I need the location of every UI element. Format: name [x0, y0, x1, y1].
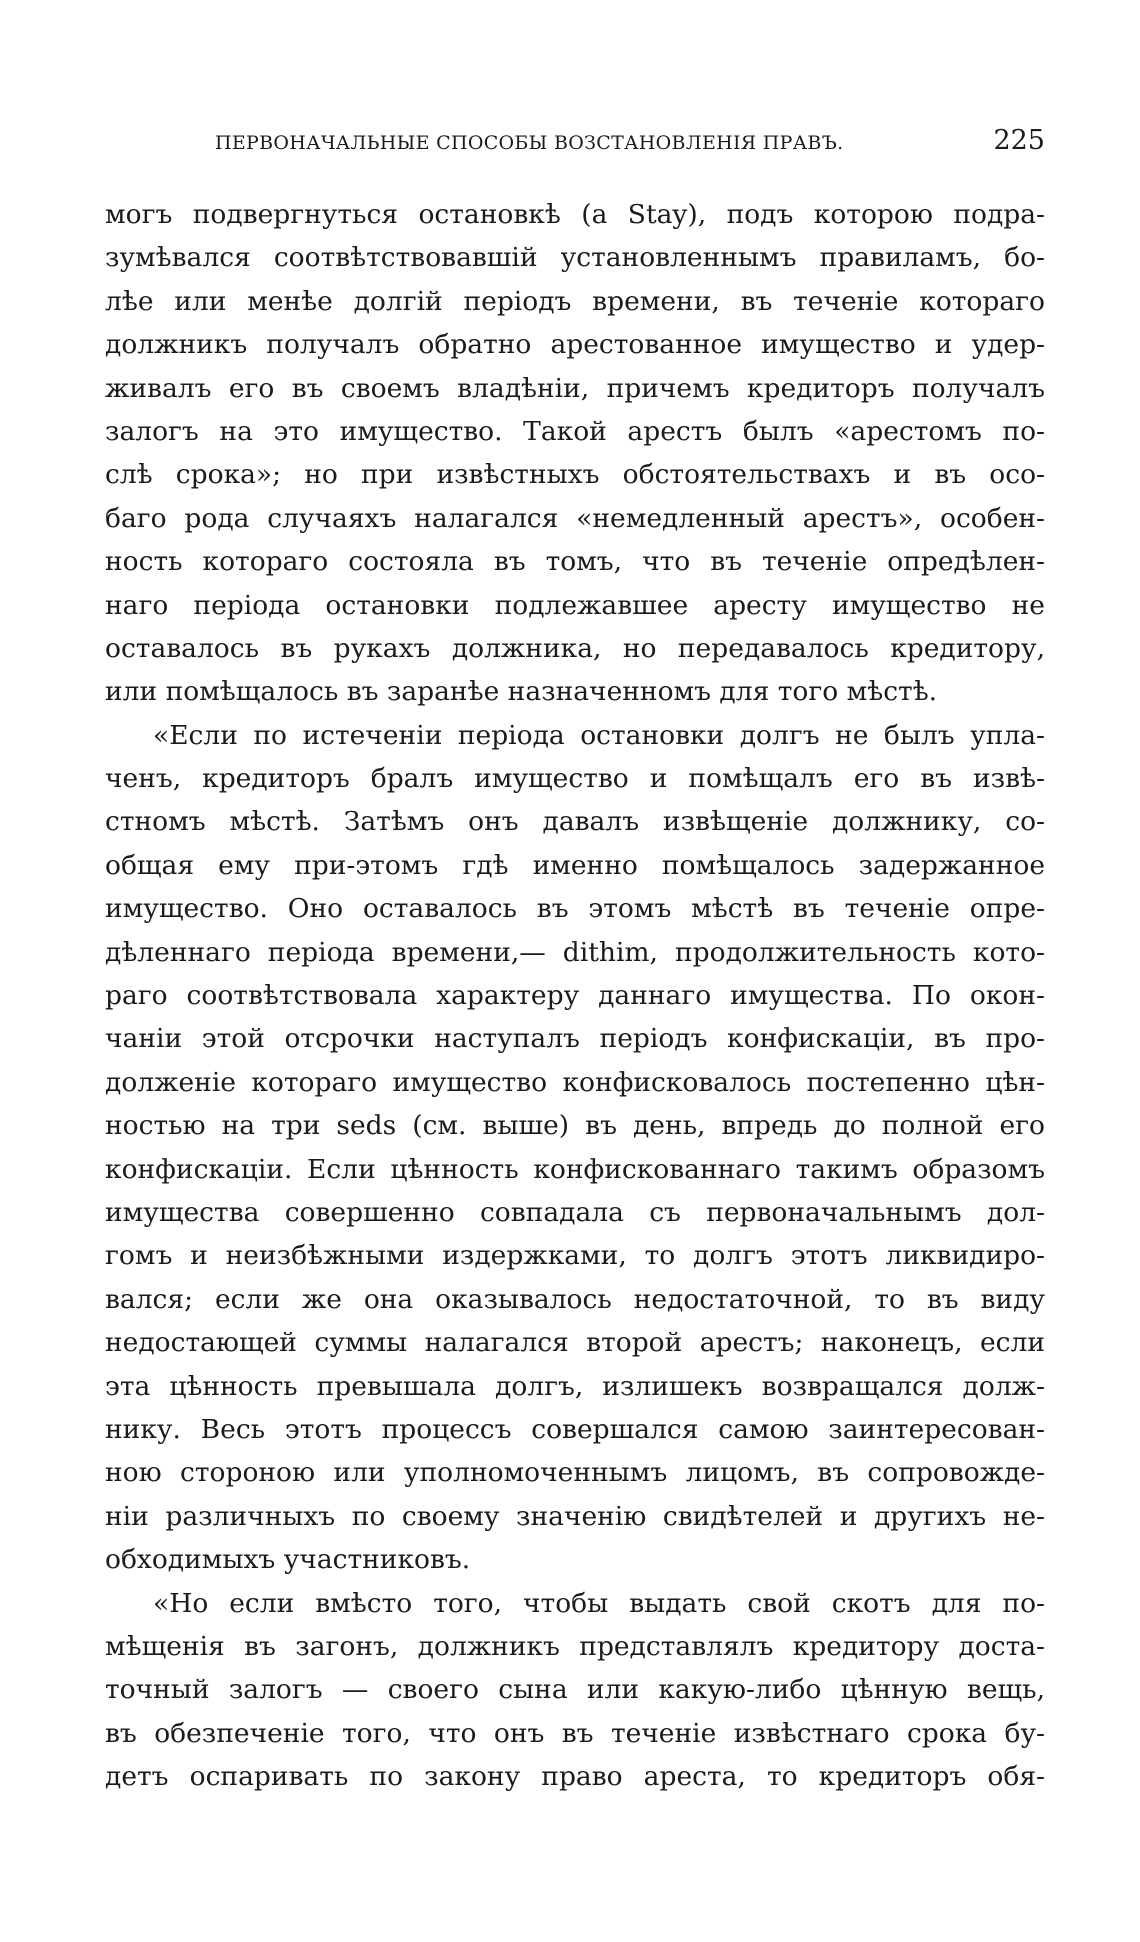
text-line: должникъ получалъ обратно арестованное имущество и удер- [105, 329, 1045, 361]
page-number: 225 [993, 125, 1045, 156]
text-line: имущество. Оно оставалось въ этомъ мѣстѣ въ теченіе опре- [105, 893, 1045, 925]
text-line: «Если по истеченіи періода остановки долгъ не былъ упла- [153, 719, 1045, 751]
running-head [215, 125, 1045, 168]
text-line: долженіе котораго имущество конфисковалось постепенно цѣн- [105, 1066, 1045, 1098]
text-line: конфискаціи. Если цѣнность конфискованнаго такимъ образомъ [105, 1153, 1045, 1185]
text-line: недостающей суммы налагался второй арестъ; наконецъ, если [105, 1327, 1045, 1359]
running-title: ПЕРВОНАЧАЛЬНЫЕ СПОСОБЫ ВОЗСТАНОВЛЕНІЯ ПРАВЪ. [215, 132, 844, 154]
text-line: обходимыхъ участниковъ. [105, 1544, 471, 1576]
text-line: вался; если же она оказывалось недостаточной, то въ виду [105, 1283, 1045, 1315]
text-line: ченъ, кредиторъ бралъ имущество и помѣщалъ его въ извѣ- [105, 763, 1045, 795]
paragraph-1 [105, 193, 1045, 714]
text-line: точный залогъ — своего сына или какую-либо цѣнную вещь, [105, 1674, 1045, 1706]
text-line: наго періода остановки подлежавшее аресту имущество не [105, 589, 1045, 621]
paragraph-3 [105, 1582, 1045, 1799]
text-line: общая ему при-этомъ гдѣ именно помѣщалось задержанное [105, 849, 1045, 881]
text-line: гомъ и неизбѣжными издержками, то долгъ этотъ ликвидиро- [105, 1240, 1045, 1272]
text-line: зумѣвался соотвѣтствовавшій установленнымъ правиламъ, бо- [105, 242, 1045, 274]
text-line: ною стороною или уполномоченнымъ лицомъ, въ сопровожде- [105, 1457, 1045, 1489]
text-line: лѣе или менѣе долгій періодъ времени, въ теченіе котораго [105, 285, 1045, 317]
text-line: залогъ на это имущество. Такой арестъ былъ «арестомъ по- [105, 415, 1045, 447]
text-line: дѣленнаго періода времени,— dithim, продолжительность кото- [105, 936, 1045, 968]
text-line: чаніи этой отсрочки наступалъ періодъ конфискаціи, въ про- [105, 1023, 1045, 1055]
text-line: стномъ мѣстѣ. Затѣмъ онъ давалъ извѣщеніе должнику, со- [105, 806, 1045, 838]
book-page [105, 0, 1045, 1942]
paragraph-2 [105, 714, 1045, 1582]
text-line: могъ подвергнуться остановкѣ (a Stay), подъ которою подра- [105, 199, 1045, 230]
text-line: или помѣщалось въ заранѣе назначенномъ для того мѣстѣ. [105, 676, 938, 708]
text-line: детъ оспаривать по закону право ареста, то кредиторъ обя- [105, 1761, 1045, 1793]
text-line: живалъ его въ своемъ владѣніи, причемъ кредиторъ получалъ [105, 372, 1045, 404]
text-line: мѣщенія въ загонъ, должникъ представлялъ кредитору доста- [105, 1630, 1045, 1662]
text-line: нику. Весь этотъ процессъ совершался самою заинтересован- [105, 1413, 1045, 1445]
body-text [105, 193, 1045, 1798]
text-line: «Но если вмѣсто того, чтобы выдать свой скотъ для по- [153, 1587, 1045, 1619]
text-line: слѣ срока»; но при извѣстныхъ обстоятельствахъ и въ осо- [105, 459, 1045, 491]
text-line: имущества совершенно совпадала съ первоначальнымъ дол- [105, 1196, 1045, 1228]
text-line: въ обезпеченіе того, что онъ въ теченіе извѣстнаго срока бу- [105, 1717, 1045, 1749]
text-line: эта цѣнность превышала долгъ, излишекъ возвращался долж- [105, 1370, 1045, 1402]
text-line: ностью на три seds (см. выше) въ день, впредь до полной его [105, 1110, 1045, 1142]
text-line: ность котораго состояла въ томъ, что въ теченіе опредѣлен- [105, 546, 1045, 578]
text-line: раго соотвѣтствовала характеру даннаго имущества. По окон- [105, 980, 1045, 1012]
text-line: баго рода случаяхъ налагался «немедленный арестъ», особен- [105, 502, 1045, 534]
text-line: оставалось въ рукахъ должника, но передавалось кредитору, [105, 632, 1045, 664]
text-line: ніи различныхъ по своему значенію свидѣтелей и другихъ не- [105, 1500, 1045, 1532]
